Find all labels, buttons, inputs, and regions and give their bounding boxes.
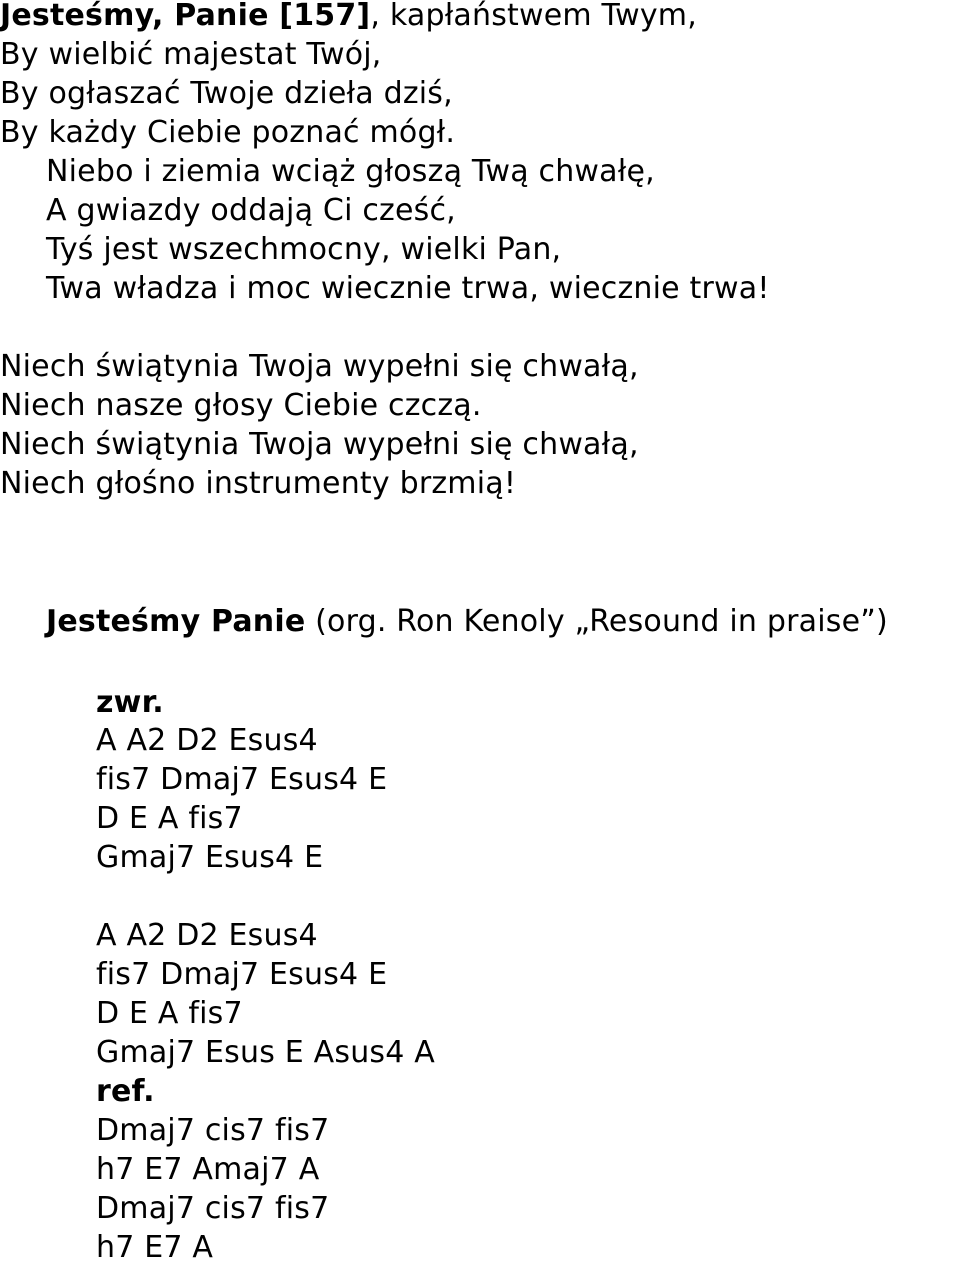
chord-line: fis7 Dmaj7 Esus4 E <box>96 762 388 797</box>
verse1-line-1 <box>0 0 697 35</box>
chord-line: A A2 D2 Esus4 <box>96 918 318 953</box>
chord-line: D E A fis7 <box>96 996 243 1031</box>
verse1-indented-line-1: Niebo i ziemia wciąż głoszą Twą chwałę, <box>46 154 655 189</box>
verse1-line-1-rest: , kapłaństwem Twym, <box>370 0 697 33</box>
verse1-line-3: By ogłaszać Twoje dzieła dziś, <box>0 76 453 111</box>
song-credit <box>46 603 888 641</box>
zwr-label: zwr. <box>96 685 164 720</box>
verse1-indented-line-4: Twa władza i moc wiecznie trwa, wiecznie trwa! <box>46 271 770 306</box>
verse1-indented-line-2: A gwiazdy oddają Ci cześć, <box>46 193 456 228</box>
chord-line: Dmaj7 cis7 fis7 <box>96 1113 330 1148</box>
chorus-line-1: Niech świątynia Twoja wypełni się chwałą, <box>0 349 639 384</box>
verse1-indented-line-3: Tyś jest wszechmocny, wielki Pan, <box>46 232 562 267</box>
chord-line: Dmaj7 cis7 fis7 <box>96 1191 330 1226</box>
chorus-line-3: Niech świątynia Twoja wypełni się chwałą, <box>0 427 639 462</box>
ref-label: ref. <box>96 1074 155 1109</box>
chord-line: D E A fis7 <box>96 801 243 836</box>
chord-line: fis7 Dmaj7 Esus4 E <box>96 957 388 992</box>
chord-line: Gmaj7 Esus E Asus4 A <box>96 1035 436 1070</box>
chord-line: h7 E7 Amaj7 A <box>96 1152 320 1187</box>
chorus-line-2: Niech nasze głosy Ciebie czczą. <box>0 388 482 423</box>
credit-title-bold: Jesteśmy Panie <box>46 604 306 639</box>
chord-line: A A2 D2 Esus4 <box>96 723 318 758</box>
verse1-line-2: By wielbić majestat Twój, <box>0 37 382 72</box>
song-title-bold: Jesteśmy, Panie [157] <box>0 0 371 33</box>
chord-line: Gmaj7 Esus4 E <box>96 840 324 875</box>
verse1-line-4: By każdy Ciebie poznać mógł. <box>0 115 456 150</box>
chord-line: h7 E7 A <box>96 1230 214 1265</box>
credit-original: (org. Ron Kenoly „Resound in praise”) <box>305 604 888 639</box>
chorus-line-4: Niech głośno instrumenty brzmią! <box>0 466 517 501</box>
